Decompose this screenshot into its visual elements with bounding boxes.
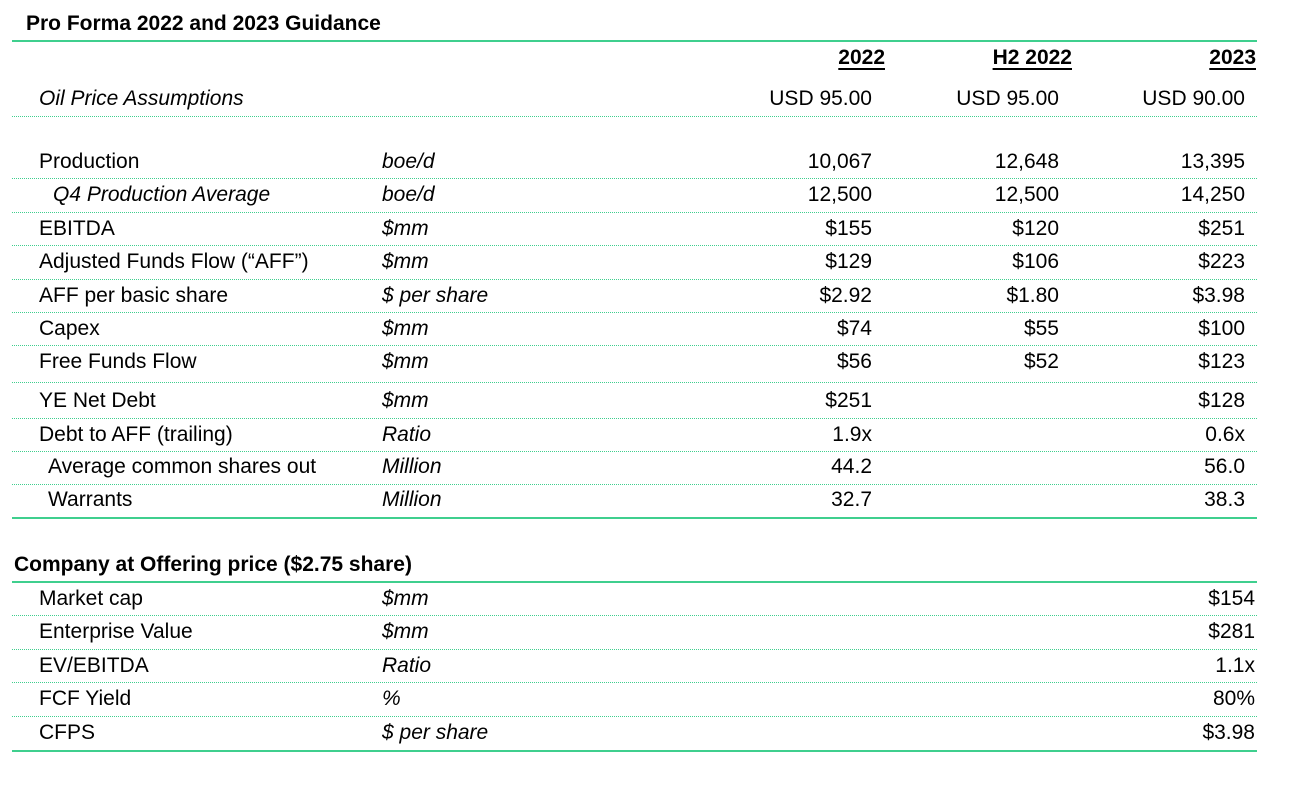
value-2023: $251	[1198, 217, 1245, 240]
value-2023: 1.1x	[1215, 654, 1255, 677]
row-unit: Million	[382, 455, 442, 478]
oil-price-2023: USD 90.00	[1142, 87, 1245, 110]
table-row	[0, 347, 1310, 377]
table-row	[0, 718, 1310, 748]
row-divider	[12, 716, 1257, 717]
value-2022: $155	[825, 217, 872, 240]
row-divider	[12, 312, 1257, 313]
row-unit: Ratio	[382, 423, 432, 446]
value-2023: 80%	[1212, 687, 1255, 710]
row-divider	[12, 649, 1257, 650]
value-2023: $128	[1198, 389, 1245, 412]
row-label: Adjusted Funds Flow (“AFF”)	[39, 250, 309, 273]
row-label: Enterprise Value	[39, 620, 193, 643]
offering-title: Company at Offering price ($2.75 share)	[14, 553, 412, 576]
row-unit: %	[382, 687, 401, 710]
value-2023: $281	[1208, 620, 1255, 643]
row-label: Production	[39, 150, 140, 173]
col-header-2023: 2023	[1209, 46, 1256, 69]
row-unit: $mm	[382, 250, 429, 273]
value-h2-2022: 12,648	[994, 150, 1059, 173]
row-divider	[12, 682, 1257, 683]
value-2023: $3.98	[1202, 721, 1255, 744]
table-row	[0, 651, 1310, 681]
value-h2-2022: $1.80	[1006, 284, 1059, 307]
value-2022: 12,500	[807, 183, 872, 206]
table-row	[0, 584, 1310, 614]
row-label: Capex	[39, 317, 100, 340]
row-divider	[12, 178, 1257, 179]
row-label: Warrants	[48, 488, 133, 511]
row-divider	[12, 418, 1257, 419]
table-row	[0, 214, 1310, 244]
row-divider	[12, 615, 1257, 616]
value-2023: $123	[1198, 350, 1245, 373]
row-label: YE Net Debt	[39, 389, 156, 412]
row-divider	[12, 116, 1257, 117]
row-unit: boe/d	[382, 183, 435, 206]
row-label: Average common shares out	[48, 455, 317, 478]
oil-price-row	[0, 84, 1310, 114]
row-unit: Million	[382, 488, 442, 511]
value-h2-2022: 12,500	[994, 183, 1059, 206]
row-label: Free Funds Flow	[39, 350, 197, 373]
row-label: Debt to AFF (trailing)	[39, 423, 233, 446]
oil-price-h2-2022: USD 95.00	[956, 87, 1059, 110]
row-unit: $mm	[382, 587, 429, 610]
value-2022: 10,067	[807, 150, 872, 173]
value-2022: $251	[825, 389, 872, 412]
value-2022: 1.9x	[832, 423, 872, 446]
table-row	[0, 314, 1310, 344]
row-unit: $mm	[382, 620, 429, 643]
table-row	[0, 147, 1310, 177]
table-row	[0, 452, 1310, 482]
table-row	[0, 617, 1310, 647]
row-divider	[12, 382, 1257, 383]
row-divider	[12, 212, 1257, 213]
guidance-title: Pro Forma 2022 and 2023 Guidance	[26, 12, 381, 35]
col-header-h2-2022: H2 2022	[992, 46, 1072, 69]
value-2023: $223	[1198, 250, 1245, 273]
value-h2-2022: $55	[1023, 317, 1059, 340]
value-h2-2022: $106	[1012, 250, 1059, 273]
row-label: CFPS	[39, 721, 96, 744]
value-2023: 14,250	[1180, 183, 1245, 206]
value-2022: 44.2	[831, 455, 872, 478]
table-row	[0, 420, 1310, 450]
table-row	[0, 180, 1310, 210]
oil-price-2022: USD 95.00	[769, 87, 872, 110]
row-label: Q4 Production Average	[53, 183, 271, 206]
value-2022: $56	[836, 350, 872, 373]
row-unit: $ per share	[382, 284, 489, 307]
title-underline	[12, 40, 1257, 42]
value-2023: 0.6x	[1205, 423, 1245, 446]
title-underline	[12, 581, 1257, 583]
value-2023: 56.0	[1204, 455, 1245, 478]
row-label: EBITDA	[39, 217, 115, 240]
col-header-2022: 2022	[838, 46, 885, 69]
row-label: Market cap	[39, 587, 143, 610]
row-unit: Ratio	[382, 654, 432, 677]
value-2022: $2.92	[819, 284, 872, 307]
row-unit: $mm	[382, 350, 429, 373]
row-divider	[12, 279, 1257, 280]
value-2022: $129	[825, 250, 872, 273]
value-2023: 38.3	[1204, 488, 1245, 511]
row-label: AFF per basic share	[39, 284, 229, 307]
row-unit: $mm	[382, 217, 429, 240]
table-bottom-border	[12, 517, 1257, 519]
value-2023: $100	[1198, 317, 1245, 340]
value-2023: 13,395	[1180, 150, 1245, 173]
table-row	[0, 485, 1310, 515]
row-unit: $mm	[382, 389, 429, 412]
row-label: EV/EBITDA	[39, 654, 149, 677]
row-label: FCF Yield	[39, 687, 132, 710]
table-row	[0, 281, 1310, 311]
table-row	[0, 684, 1310, 714]
table-bottom-border	[12, 750, 1257, 752]
value-h2-2022: $120	[1012, 217, 1059, 240]
value-h2-2022: $52	[1023, 350, 1059, 373]
table-row	[0, 386, 1310, 416]
row-divider	[12, 345, 1257, 346]
oil-price-label: Oil Price Assumptions	[39, 87, 244, 110]
value-2022: $74	[836, 317, 872, 340]
row-unit: $ per share	[382, 721, 489, 744]
value-2023: $154	[1208, 587, 1255, 610]
row-divider	[12, 245, 1257, 246]
value-2022: 32.7	[831, 488, 872, 511]
row-unit: boe/d	[382, 150, 435, 173]
value-2023: $3.98	[1192, 284, 1245, 307]
row-unit: $mm	[382, 317, 429, 340]
table-row	[0, 247, 1310, 277]
